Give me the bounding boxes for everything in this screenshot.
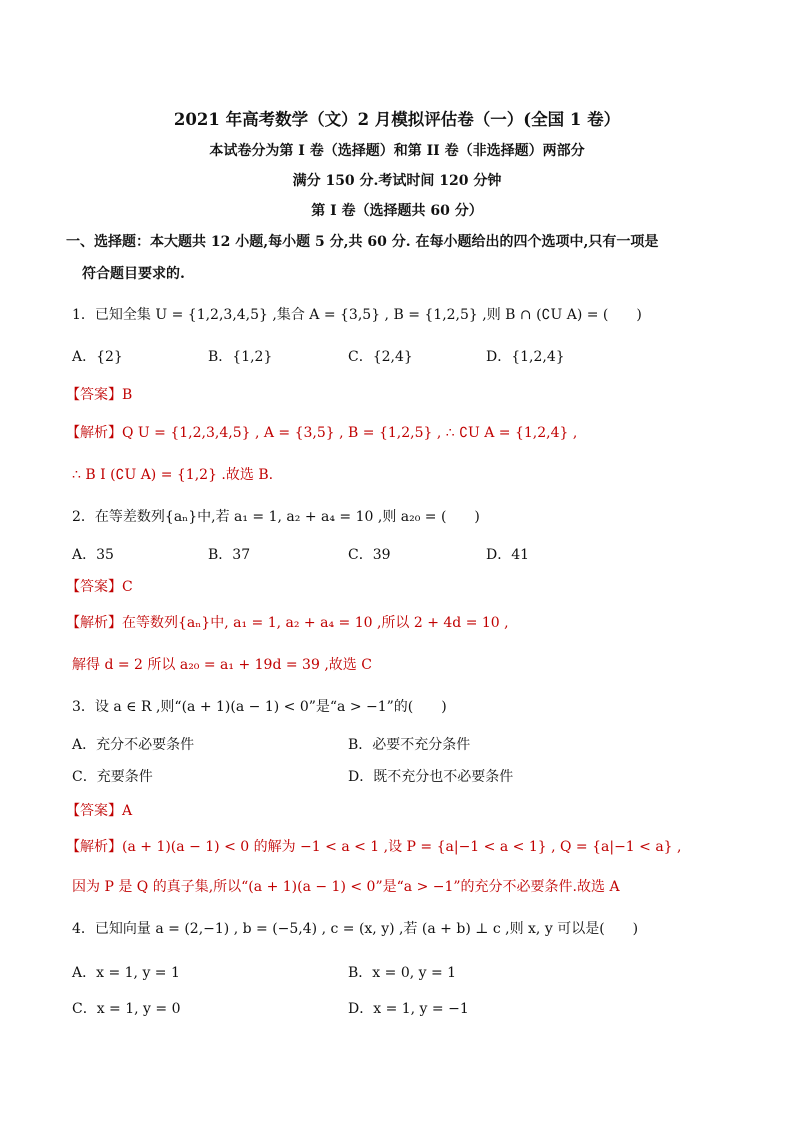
answer-tag: 【答案】 bbox=[66, 579, 122, 595]
q3-solution-line1 bbox=[66, 836, 682, 856]
q1-solution-line2: ∴ B I (∁U A) = {1,2} .故选 B. bbox=[72, 467, 274, 483]
q2-option-b: B．37 bbox=[208, 547, 251, 563]
q4-option-d: D．x = 1, y = −1 bbox=[348, 1001, 469, 1017]
section-heading-line2: 符合题目要求的. bbox=[82, 266, 185, 282]
solution-tag: 【解析】 bbox=[66, 425, 122, 441]
q2-option-a: A．35 bbox=[72, 547, 114, 563]
q2-answer bbox=[66, 576, 133, 596]
answer-tag: 【答案】 bbox=[66, 387, 122, 403]
q3-solution-line2: 因为 P 是 Q 的真子集,所以“(a + 1)(a − 1) < 0”是“a > −1”的充分不必要条件.故选 A bbox=[72, 879, 620, 895]
solution-text: 在等数列{aₙ}中, a₁ = 1, a₂ + a₄ = 10 ,所以 2 + 4d = 10 , bbox=[122, 615, 509, 631]
q4-option-c: C．x = 1, y = 0 bbox=[72, 1001, 181, 1017]
q2-solution-line2: 解得 d = 2 所以 a₂₀ = a₁ + 19d = 39 ,故选 C bbox=[72, 657, 372, 673]
q4-stem: 4．已知向量 a = (2,−1) , b = (−5,4) , c = (x, y) ,若 (a + b) ⊥ c ,则 x, y 可以是( ) bbox=[72, 921, 639, 937]
q2-solution-line1 bbox=[66, 612, 509, 632]
exam-subtitle-parts: 本试卷分为第 I 卷（选择题）和第 II 卷（非选择题）两部分 bbox=[209, 143, 585, 159]
section-heading-line1: 一、选择题：本大题共 12 小题,每小题 5 分,共 60 分. 在每小题给出的四个选项中,只有一项是 bbox=[66, 234, 659, 250]
q4-option-b: B．x = 0, y = 1 bbox=[348, 965, 457, 981]
q3-answer bbox=[66, 800, 132, 820]
answer-value: B bbox=[122, 387, 133, 403]
solution-tag: 【解析】 bbox=[66, 839, 122, 855]
exam-subtitle-part1: 第 I 卷（选择题共 60 分） bbox=[311, 203, 483, 219]
q2-option-c: C．39 bbox=[348, 547, 391, 563]
q2-stem: 2．在等差数列{aₙ}中,若 a₁ = 1, a₂ + a₄ = 10 ,则 a₂₀ = ( ) bbox=[72, 509, 480, 525]
q2-option-d: D．41 bbox=[486, 547, 530, 563]
solution-tag: 【解析】 bbox=[66, 615, 122, 631]
q1-answer bbox=[66, 384, 132, 404]
q1-stem: 1．已知全集 U = {1,2,3,4,5} ,集合 A = {3,5} , B = {1,2,5} ,则 B ∩ (∁U A) = ( ) bbox=[72, 307, 642, 323]
exam-title: 2021 年高考数学（文）2 月模拟评估卷（一）(全国 1 卷） bbox=[173, 110, 621, 129]
q1-option-d: D．{1,2,4} bbox=[486, 349, 565, 365]
q3-stem: 3．设 a ∈ R ,则“(a + 1)(a − 1) < 0”是“a > −1”的( ) bbox=[72, 699, 447, 715]
q3-option-c: C．充要条件 bbox=[72, 769, 153, 785]
q1-solution-line1 bbox=[66, 422, 577, 442]
q1-option-a: A．{2} bbox=[72, 349, 123, 365]
exam-subtitle-score-time: 满分 150 分.考试时间 120 分钟 bbox=[292, 173, 502, 189]
answer-value: A bbox=[122, 803, 133, 819]
q1-option-b: B．{1,2} bbox=[208, 349, 273, 365]
solution-text: Q U = {1,2,3,4,5} , A = {3,5} , B = {1,2,5} , ∴ ∁U A = {1,2,4} , bbox=[122, 425, 578, 441]
q3-option-b: B．必要不充分条件 bbox=[348, 737, 471, 753]
q3-option-a: A．充分不必要条件 bbox=[72, 737, 195, 753]
answer-tag: 【答案】 bbox=[66, 803, 122, 819]
q4-option-a: A．x = 1, y = 1 bbox=[72, 965, 180, 981]
solution-text: (a + 1)(a − 1) < 0 的解为 −1 < a < 1 ,设 P = {a|−1 < a < 1} , Q = {a|−1 < a} , bbox=[122, 839, 682, 855]
answer-value: C bbox=[122, 579, 133, 595]
q1-option-c: C．{2,4} bbox=[348, 349, 413, 365]
q3-option-d: D．既不充分也不必要条件 bbox=[348, 769, 514, 785]
